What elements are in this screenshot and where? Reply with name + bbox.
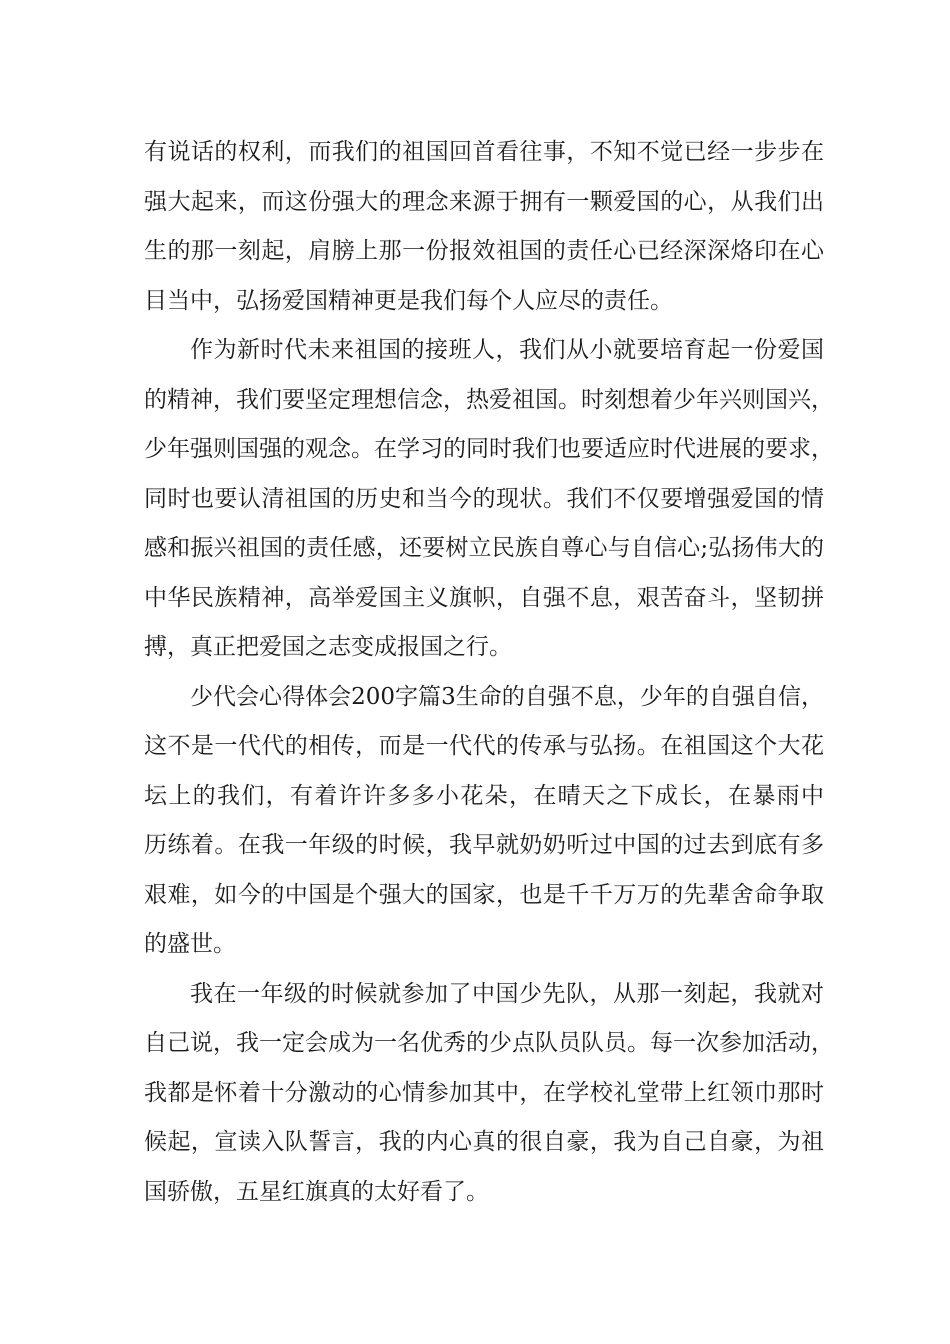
- text-line: 自己说，我一定会成为一名优秀的少点队员队员。每一次参加活动，: [144, 1030, 834, 1056]
- paragraph-3: [144, 673, 824, 970]
- text-line: 历练着。在我一年级的时候，我早就奶奶听过中国的过去到底有多: [144, 832, 824, 858]
- text-line: 的精神，我们要坚定理想信念，热爱祖国。时刻想着少年兴则国兴，: [144, 386, 834, 413]
- text-line: 搏，真正把爱国之志变成报国之行。: [144, 634, 512, 660]
- text-line: 生的那一刻起，肩膀上那一份报效祖国的责任心已经深深烙印在心: [144, 238, 824, 264]
- text-line: 中华民族精神，高举爱国主义旗帜，自强不息，艰苦奋斗，坚韧拼: [144, 584, 824, 611]
- text-line: 少代会心得体会200字篇3生命的自强不息，少年的自强自信，: [190, 683, 824, 710]
- text-line: 国骄傲，五星红旗真的太好看了。: [144, 1178, 489, 1205]
- text-line: 强大起来，而这份强大的理念来源于拥有一颗爱国的心，从我们出: [144, 188, 824, 215]
- text-line: 少年强则国强的观念。在学习的同时我们也要适应时代进展的要求，: [144, 436, 834, 462]
- text-line: 候起，宣读入队誓言，我的内心真的很自豪，我为自己自豪，为祖: [144, 1129, 824, 1155]
- text-line: 这不是一代代的相传，而是一代代的传承与弘扬。在祖国这个大花: [144, 733, 824, 759]
- text-line: 目当中，弘扬爱国精神更是我们每个人应尽的责任。: [144, 287, 673, 314]
- text-line: 的盛世。: [144, 931, 236, 957]
- text-line: 我都是怀着十分激动的心情参加其中，在学校礼堂带上红领巾那时: [144, 1079, 824, 1106]
- text-line: 我在一年级的时候就参加了中国少先队，从那一刻起，我就对: [190, 980, 824, 1007]
- text-line: 艰难，如今的中国是个强大的国家，也是千千万万的先辈舍命争取: [144, 881, 824, 908]
- text-line: 坛上的我们，有着许许多多小花朵，在晴天之下成长，在暴雨中: [144, 782, 824, 809]
- text-line: 有说话的权利，而我们的祖国回首看往事，不知不觉已经一步步在: [144, 139, 824, 165]
- document-body: [144, 128, 834, 1217]
- text-line: 同时也要认清祖国的历史和当今的现状。我们不仅要增强爱国的情: [144, 485, 824, 512]
- text-line: 感和振兴祖国的责任感，还要树立民族自尊心与自信心;弘扬伟大的: [144, 535, 824, 561]
- paragraph-2: [144, 326, 834, 673]
- paragraph-4: [144, 970, 834, 1218]
- text-line: 作为新时代未来祖国的接班人，我们从小就要培育起一份爱国: [190, 337, 824, 363]
- paragraph-1: [144, 128, 824, 326]
